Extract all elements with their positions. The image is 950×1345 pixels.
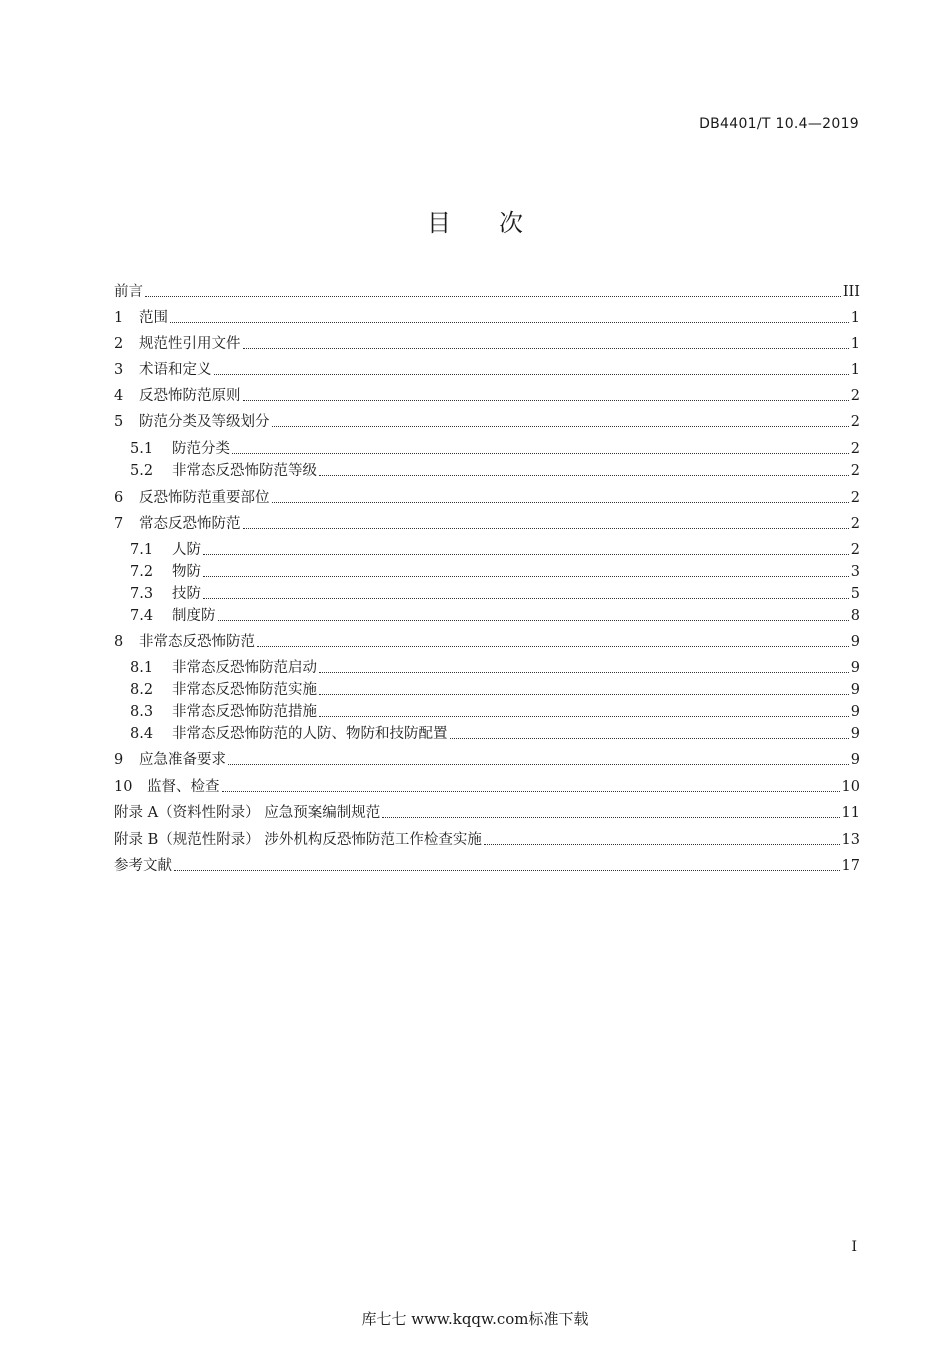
- toc-entry-title: 防范分类及等级划分: [139, 414, 270, 430]
- toc-entry-title: 反恐怖防范原则: [139, 388, 241, 404]
- toc-entry-page: 8: [850, 608, 860, 624]
- toc-entry-page: 2: [850, 388, 860, 404]
- toc-leader-dots: [319, 694, 849, 695]
- toc-entry-page: 2: [850, 441, 860, 457]
- toc-leader-dots: [319, 716, 849, 717]
- toc-entry-page: 11: [841, 805, 860, 821]
- toc-entry[interactable]: [114, 282, 860, 302]
- toc-entry[interactable]: [130, 540, 860, 560]
- toc-entry-title: 参考文献: [114, 858, 172, 874]
- toc-leader-dots: [203, 598, 849, 599]
- toc-entry-page: 2: [850, 414, 860, 430]
- toc-entry-page: III: [842, 284, 860, 300]
- toc-entry-number: 9: [114, 752, 124, 768]
- toc-entry-number: 7.2: [130, 564, 154, 580]
- toc-entry-number: 8.1: [130, 660, 154, 676]
- toc-leader-dots: [174, 870, 840, 871]
- toc-leader-dots: [203, 554, 849, 555]
- toc-entry-page: 9: [850, 752, 860, 768]
- footer-watermark: 库七七 www.kqqw.com标准下载: [361, 1310, 589, 1328]
- toc-entry-page: 9: [850, 704, 860, 720]
- toc-leader-dots: [218, 620, 849, 621]
- toc-leader-dots: [145, 296, 841, 297]
- toc-entry-page: 3: [850, 564, 860, 580]
- toc-entry[interactable]: [114, 360, 860, 380]
- toc-entry-number: 8: [114, 634, 124, 650]
- toc-entry[interactable]: [114, 632, 860, 652]
- toc-entry-title: 非常态反恐怖防范等级: [172, 463, 317, 479]
- toc-entry-title: 附录 A（资料性附录） 应急预案编制规范: [114, 805, 381, 821]
- toc-entry-page: 2: [850, 463, 860, 479]
- toc-entry-title: 非常态反恐怖防范措施: [172, 704, 317, 720]
- toc-entry[interactable]: [130, 658, 860, 678]
- toc-entry[interactable]: [130, 606, 860, 626]
- toc-leader-dots: [257, 646, 849, 647]
- toc-leader-dots: [319, 672, 849, 673]
- toc-entry-number: 7.4: [130, 608, 154, 624]
- toc-entry-title: 人防: [172, 542, 201, 558]
- toc-entry[interactable]: [130, 702, 860, 722]
- toc-leader-dots: [232, 453, 849, 454]
- toc-entry-number: 5: [114, 414, 124, 430]
- toc-leader-dots: [450, 738, 849, 739]
- toc-entry-number: 4: [114, 388, 124, 404]
- toc-entry-page: 13: [841, 832, 860, 848]
- toc-leader-dots: [382, 817, 839, 818]
- toc-entry-number: 6: [114, 490, 124, 506]
- toc-entry-title: 规范性引用文件: [139, 336, 241, 352]
- toc-leader-dots: [243, 348, 849, 349]
- toc-leader-dots: [170, 322, 849, 323]
- toc-entry[interactable]: [114, 803, 860, 823]
- toc-entry-title: 技防: [172, 586, 201, 602]
- toc-entry[interactable]: [130, 724, 860, 744]
- toc-entry-title: 前言: [114, 284, 143, 300]
- toc-entry-number: 5.1: [130, 441, 154, 457]
- toc-entry-title: 附录 B（规范性附录） 涉外机构反恐怖防范工作检查实施: [114, 832, 482, 848]
- toc-entry-number: 3: [114, 362, 124, 378]
- toc-entry-page: 17: [841, 858, 860, 874]
- toc-entry-page: 1: [850, 362, 860, 378]
- toc-entry-title: 非常态反恐怖防范实施: [172, 682, 317, 698]
- toc-entry[interactable]: [114, 334, 860, 354]
- toc-entry-title: 监督、检查: [147, 779, 220, 795]
- toc-entry-title: 常态反恐怖防范: [139, 516, 241, 532]
- toc-entry-number: 7: [114, 516, 124, 532]
- toc-entry-page: 9: [850, 682, 860, 698]
- toc-entry-page: 2: [850, 516, 860, 532]
- toc-entry-title: 应急准备要求: [139, 752, 226, 768]
- toc-leader-dots: [214, 374, 849, 375]
- toc-entry-number: 7.1: [130, 542, 154, 558]
- toc-entry-number: 8.4: [130, 726, 154, 742]
- toc-entry-number: 2: [114, 336, 124, 352]
- toc-entry-title: 防范分类: [172, 441, 230, 457]
- toc-entry[interactable]: [114, 750, 860, 770]
- toc-entry-number: 8.2: [130, 682, 154, 698]
- toc-entry[interactable]: [114, 856, 860, 876]
- toc-leader-dots: [243, 400, 849, 401]
- toc-entry[interactable]: [130, 584, 860, 604]
- toc-entry-number: 5.2: [130, 463, 154, 479]
- toc-entry-number: 8.3: [130, 704, 154, 720]
- toc-leader-dots: [272, 502, 849, 503]
- toc-leader-dots: [272, 426, 849, 427]
- toc-entry[interactable]: [114, 386, 860, 406]
- toc-leader-dots: [243, 528, 849, 529]
- toc-entry-title: 非常态反恐怖防范启动: [172, 660, 317, 676]
- toc-entry-page: 1: [850, 310, 860, 326]
- toc-leader-dots: [319, 475, 849, 476]
- toc-entry-title: 范围: [139, 310, 168, 326]
- toc-leader-dots: [484, 844, 840, 845]
- toc-entry[interactable]: [130, 680, 860, 700]
- toc-entry-page: 10: [841, 779, 860, 795]
- toc-entry-page: 9: [850, 726, 860, 742]
- toc-entry-title: 物防: [172, 564, 201, 580]
- toc-entry[interactable]: [130, 461, 860, 481]
- toc-entry-title: 术语和定义: [139, 362, 212, 378]
- toc-entry-page: 2: [850, 542, 860, 558]
- toc-entry[interactable]: [114, 514, 860, 534]
- toc-entry[interactable]: [114, 777, 860, 797]
- toc-leader-dots: [203, 576, 849, 577]
- toc-leader-dots: [222, 791, 840, 792]
- toc-entry-number: 7.3: [130, 586, 154, 602]
- page-number: I: [851, 1239, 857, 1255]
- toc-entry-number: 1: [114, 310, 124, 326]
- toc-entry[interactable]: [114, 308, 860, 328]
- toc-leader-dots: [228, 764, 849, 765]
- toc-entry-title: 非常态反恐怖防范: [139, 634, 255, 650]
- toc-entry-number: 10: [114, 779, 133, 795]
- toc-entry[interactable]: [130, 439, 860, 459]
- toc-entry-page: 9: [850, 660, 860, 676]
- toc-entry[interactable]: [114, 488, 860, 508]
- toc-entry[interactable]: [130, 562, 860, 582]
- toc-entry-page: 1: [850, 336, 860, 352]
- toc-entry[interactable]: [114, 830, 860, 850]
- toc-entry-title: 反恐怖防范重要部位: [139, 490, 270, 506]
- toc-entry-page: 9: [850, 634, 860, 650]
- toc-entry-title: 制度防: [172, 608, 216, 624]
- toc-entry-title: 非常态反恐怖防范的人防、物防和技防配置: [172, 726, 448, 742]
- page-title: 目次: [427, 209, 571, 237]
- toc-entry-page: 5: [850, 586, 860, 602]
- toc-entry-page: 2: [850, 490, 860, 506]
- toc-entry[interactable]: [114, 412, 860, 432]
- document-code: DB4401/T 10.4—2019: [699, 116, 859, 132]
